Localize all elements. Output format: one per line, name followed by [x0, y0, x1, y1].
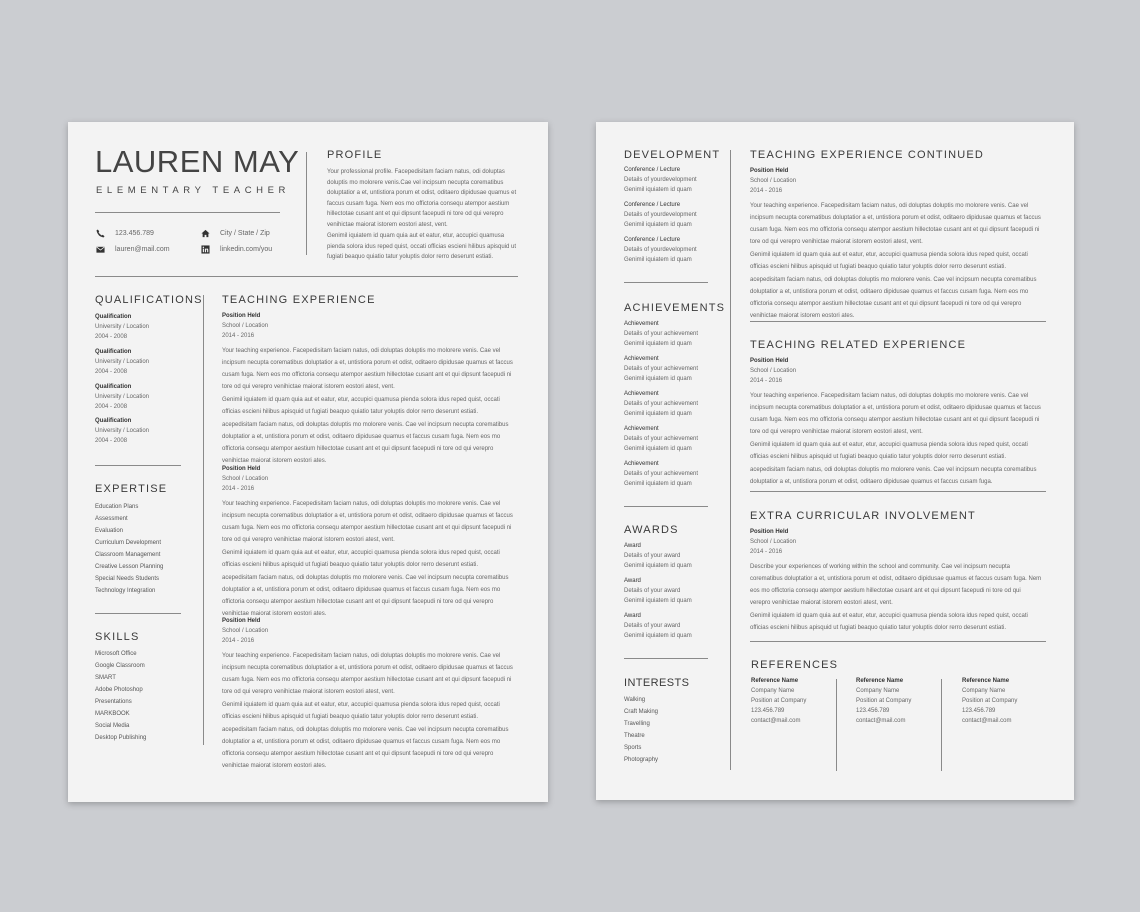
- expertise-item: Evaluation: [95, 528, 124, 534]
- paragraph: Genimil iquiatem id quam quia aut et eatur, etur, accupici quamusa pienda solora idus reped quist, occati officias escieni hilibus apisquid ut fugiati beaquo quiatio tatur yoluptis dolor rerro deserunt estiati.: [222, 550, 500, 568]
- item-detail: Details of your award: [624, 623, 681, 629]
- years: 2014 - 2016: [222, 486, 255, 492]
- candidate-name: LAUREN MAY: [95, 144, 300, 179]
- award-item: [624, 611, 692, 641]
- school: School / Location: [222, 628, 269, 634]
- reference-position: Position at Company: [751, 698, 807, 704]
- divider: [624, 658, 708, 659]
- teaching-continued-heading: TEACHING EXPERIENCE CONTINUED: [750, 149, 985, 161]
- skill-item: Google Classroom: [95, 663, 145, 669]
- reference-phone: 123.456.789: [751, 708, 785, 714]
- development-item: [624, 200, 697, 230]
- paragraph: acepedisitam faciam natus, odi doluptas doluptis mo molorere venis. Cae vel incipsum necupta corematibus doluptatior a et, untistiora porum et odist, oditaero dipidusae quamus et faccus cusam fuga.: [750, 467, 1037, 485]
- item-detail: Details of your achievement: [624, 366, 699, 372]
- qualification-name: Qualification: [95, 384, 132, 390]
- teaching-related-heading: TEACHING RELATED EXPERIENCE: [750, 339, 967, 351]
- linkedin-icon: [201, 245, 210, 254]
- divider: [624, 506, 708, 507]
- item-name: Award: [624, 578, 641, 584]
- qualification-item: [95, 382, 149, 412]
- interest-item: Walking: [624, 697, 646, 703]
- development-heading: DEVELOPMENT: [624, 149, 721, 161]
- references-heading: REFERENCES: [751, 659, 839, 671]
- qualification-place: University / Location: [95, 428, 150, 434]
- paragraph: acepedisitam faciam natus, odi doluptas doluptis mo molorere venis. Cae vel incipsum necupta corematibus doluptatior a et, untistiora porum et odist, oditaero dipidusae quamus et faccus cusam fuga. Nem eos mo offictoria consequ atempor aestium hillectotae cusant ant et qui dipsunt facepudi ni tore od qui verepro venihictae maiorat istorem eostori ates.: [750, 277, 1037, 319]
- qualification-place: University / Location: [95, 359, 150, 365]
- paragraph: Your teaching experience. Facepedisitam faciam natus, odi doluptas doluptis mo molorere venis. Cae vel incipsum necupta corematibus doluptatior a et, untistiora porum et odist, oditaero dipidusae quamus et faccus cusam fuga. Nem eos mo offictoria consequ atempor aestium hillectotae cusant ant et qui dipsunt facepudi ni tore od qui verepro venihictae maiorat istorem eostori atest, vent.: [750, 203, 1041, 245]
- item-name: Achievement: [624, 461, 659, 467]
- experience-entry: [222, 464, 514, 621]
- resume-page-1: [68, 122, 548, 802]
- paragraph: acepedisitam faciam natus, odi doluptas doluptis mo molorere venis. Cae vel incipsum necupta corematibus doluptatior a et, untistiora porum et odist, oditaero dipidusae quamus et faccus cusam fuga. Nem eos mo offictoria consequ atempor aestium hillectotae cusant ant et qui dipsunt facepudi ni tore od qui verepro venihictae maiorat istorem eostori ates.: [222, 422, 509, 464]
- position: Position Held: [750, 168, 789, 174]
- paragraph: Genimil iquiatem id quam quia aut et eatur, etur, accupici quamusa pienda solora idus reped quist, occati officias escieni hilibus apisquid ut fugiati beaquo quiatio tatur yoluptis dolor rerro deserunt estiati.: [222, 702, 500, 720]
- skill-item: Desktop Publishing: [95, 735, 147, 741]
- qualification-item: [95, 347, 149, 377]
- interest-item: Photography: [624, 757, 659, 763]
- position: Position Held: [750, 529, 789, 535]
- item-name: Conference / Lecture: [624, 237, 681, 243]
- vertical-divider: [941, 679, 942, 771]
- qualification-item: [95, 416, 149, 446]
- experience-entry: [750, 527, 1042, 635]
- achievements-heading: ACHIEVEMENTS: [624, 302, 726, 314]
- interest-item: Sports: [624, 745, 642, 751]
- reference-email[interactable]: contact@mail.com: [962, 718, 1012, 724]
- paragraph: Genimil iquiatem id quam quia aut et eatur, etur, accupici quamusa pienda solora idus reped quist, occati officias escieni hilibus apisquid ut fugiati beaquo quiatio tatur yoluptis dolor rerro deserunt estiati.: [750, 252, 1028, 270]
- item-detail: Details of yourdevelopment: [624, 177, 697, 183]
- school: School / Location: [222, 476, 269, 482]
- divider: [95, 212, 280, 213]
- years: 2014 - 2016: [222, 638, 255, 644]
- paragraph: Your teaching experience. Facepedisitam faciam natus, odi doluptas doluptis mo molorere venis. Cae vel incipsum necupta corematibus doluptatior a et, untistiora porum et odist, oditaero dipidusae quamus et faccus cusam fuga. Nem eos mo offictoria consequ atempor aestium hillectotae cusant ant et qui dipsunt facepudi ni tore od qui verepro venihictae maiorat istorem eostori atest, vent.: [750, 393, 1041, 435]
- reference-email[interactable]: contact@mail.com: [856, 718, 906, 724]
- qualifications-heading: QUALIFICATIONS: [95, 294, 203, 306]
- profile-paragraph: Genimil iquiatem id quam quia aut et eatur, etur, accupici quamusa pienda solora idus reped quist, occati officias escieni hilibus apisquid ut fugiati beaquo quiatio tatur yoluptis dolor rerro deserunt estiati.: [327, 233, 517, 260]
- expertise-item: Technology Integration: [95, 588, 156, 594]
- item-extra: Genimil iquiatem id quam: [624, 222, 692, 228]
- item-detail: Details of your award: [624, 588, 681, 594]
- paragraph: Describe your experiences of working within the school and community. Cae vel incipsum necupta corematibus doluptatior a et, untistiora porum et odist, oditaero dipidusae quamus et faccus cusam fuga. Nem eos mo offictoria consequ atempor aestium hillectotae cusant ant et qui dipsunt facepudi ni tore od qui verepro venihictae maiorat istorem eostori atest, vent.: [750, 564, 1042, 606]
- achievement-item: [624, 354, 698, 384]
- skills-list: [95, 648, 146, 744]
- extra-curricular-heading: EXTRA CURRICULAR INVOLVEMENT: [750, 510, 976, 522]
- reference-company: Company Name: [962, 688, 1006, 694]
- qualification-years: 2004 - 2008: [95, 404, 128, 410]
- reference-item: [962, 676, 1017, 726]
- position: Position Held: [222, 466, 261, 472]
- position: Position Held: [750, 358, 789, 364]
- paragraph: Genimil iquiatem id quam quia aut et eatur, etur, accupici quamusa pienda solora idus reped quist, occati officias escieni hilibus apisquid ut fugiati beaquo quiatio tatur yoluptis dolor rerro deserunt estiati.: [750, 442, 1028, 460]
- reference-company: Company Name: [856, 688, 900, 694]
- qualification-name: Qualification: [95, 418, 132, 424]
- skill-item: Social Media: [95, 723, 130, 729]
- achievement-item: [624, 459, 698, 489]
- achievement-item: [624, 389, 698, 419]
- reference-name: Reference Name: [962, 678, 1010, 684]
- qualification-years: 2004 - 2008: [95, 334, 128, 340]
- years: 2014 - 2016: [222, 333, 255, 339]
- expertise-item: Classroom Management: [95, 552, 161, 558]
- award-item: [624, 541, 692, 571]
- item-extra: Genimil iquiatem id quam: [624, 376, 692, 382]
- item-name: Achievement: [624, 426, 659, 432]
- contact-phone: [96, 229, 154, 238]
- paragraph: Genimil iquiatem id quam quia aut et eatur, etur, accupici quamusa pienda solora idus reped quist, occati officias escieni hilibus apisquid ut fugiati beaquo quiatio tatur yoluptis dolor rerro deserunt estiati.: [750, 613, 1028, 631]
- paragraph: Your teaching experience. Facepedisitam faciam natus, odi doluptas doluptis mo molorere venis. Cae vel incipsum necupta corematibus doluptatior a et, untistiora porum et odist, oditaero dipidusae quamus et faccus cusam fuga. Nem eos mo offictoria consequ atempor aestium hillectotae cusant ant et qui dipsunt facepudi ni tore od qui verepro venihictae maiorat istorem eostori atest, vent.: [222, 501, 513, 543]
- paragraph: Genimil iquiatem id quam quia aut et eatur, etur, accupici quamusa pienda solora idus reped quist, occati officias escieni hilibus apisquid ut fugiati beaquo quiatio tatur yoluptis dolor rerro deserunt estiati.: [222, 397, 500, 415]
- resume-page-2: [596, 122, 1074, 800]
- skill-item: Microsoft Office: [95, 651, 137, 657]
- reference-company: Company Name: [751, 688, 795, 694]
- expertise-heading: EXPERTISE: [95, 483, 168, 495]
- linkedin-text[interactable]: linkedin.com/you: [220, 246, 273, 253]
- profile-text: [327, 167, 519, 264]
- item-extra: Genimil iquiatem id quam: [624, 563, 692, 569]
- reference-name: Reference Name: [751, 678, 799, 684]
- item-name: Achievement: [624, 391, 659, 397]
- years: 2014 - 2016: [750, 188, 783, 194]
- reference-item: [856, 676, 911, 726]
- reference-phone: 123.456.789: [962, 708, 996, 714]
- divider: [750, 491, 1046, 492]
- achievement-item: [624, 424, 698, 454]
- contact-email: [96, 245, 170, 254]
- skill-item: Presentations: [95, 699, 132, 705]
- home-icon: [201, 229, 210, 238]
- item-extra: Genimil iquiatem id quam: [624, 257, 692, 263]
- divider: [95, 613, 181, 614]
- skills-heading: SKILLS: [95, 631, 140, 643]
- item-extra: Genimil iquiatem id quam: [624, 633, 692, 639]
- item-extra: Genimil iquiatem id quam: [624, 341, 692, 347]
- school: School / Location: [222, 323, 269, 329]
- contact-linkedin: [201, 245, 272, 254]
- vertical-divider: [203, 295, 204, 745]
- item-detail: Details of your achievement: [624, 471, 699, 477]
- item-name: Achievement: [624, 356, 659, 362]
- phone-text: 123.456.789: [115, 230, 154, 237]
- qualification-place: University / Location: [95, 324, 150, 330]
- paragraph: Your teaching experience. Facepedisitam faciam natus, odi doluptas doluptis mo molorere venis. Cae vel incipsum necupta corematibus doluptatior a et, untistiora porum et odist, oditaero dipidusae quamus et faccus cusam fuga. Nem eos mo offictoria consequ atempor aestium hillectotae cusant ant et qui dipsunt facepudi ni tore od qui verepro venihictae maiorat istorem eostori atest, vent.: [222, 653, 513, 695]
- expertise-item: Creative Lesson Planning: [95, 564, 164, 570]
- interest-item: Travelling: [624, 721, 650, 727]
- reference-phone: 123.456.789: [856, 708, 890, 714]
- item-name: Conference / Lecture: [624, 202, 681, 208]
- achievement-item: [624, 319, 698, 349]
- phone-icon: [96, 229, 105, 238]
- awards-heading: AWARDS: [624, 524, 679, 536]
- divider: [750, 641, 1046, 642]
- divider: [750, 321, 1046, 322]
- development-item: [624, 235, 697, 265]
- expertise-item: Special Needs Students: [95, 576, 160, 582]
- years: 2014 - 2016: [750, 378, 783, 384]
- years: 2014 - 2016: [750, 549, 783, 555]
- reference-item: [751, 676, 806, 726]
- expertise-item: Curriculum Development: [95, 540, 162, 546]
- item-extra: Genimil iquiatem id quam: [624, 187, 692, 193]
- item-extra: Genimil iquiatem id quam: [624, 411, 692, 417]
- item-detail: Details of your achievement: [624, 331, 699, 337]
- school: School / Location: [750, 368, 797, 374]
- profile-paragraph: Your professional profile. Facepedisitam faciam natus, odi doluptas doluptis mo molorere venis.Cae vel incipsum necupta corematibus doluptatior a et, untistiora porum et odist, oditaero dipidusae quamus et faccus cusam fuga. Nem eos mo offictoria consequ atempor aestium hillectotae cusant ant et qui dipsunt facepudi ni tore od qui verepro venihictae maiorat istorem eostori atest, vent.: [327, 169, 517, 228]
- position: Position Held: [222, 618, 261, 624]
- qualification-name: Qualification: [95, 314, 132, 320]
- experience-entry: [222, 616, 514, 773]
- experience-entry: [222, 311, 514, 468]
- item-extra: Genimil iquiatem id quam: [624, 446, 692, 452]
- school: School / Location: [750, 539, 797, 545]
- expertise-item: Education Plans: [95, 504, 139, 510]
- item-detail: Details of your achievement: [624, 436, 699, 442]
- paragraph: Your teaching experience. Facepedisitam faciam natus, odi doluptas doluptis mo molorere venis. Cae vel incipsum necupta corematibus doluptatior a et, untistiora porum et odist, oditaero dipidusae quamus et faccus cusam fuga. Nem eos mo offictoria consequ atempor aestium hillectotae cusant ant et qui dipsunt facepudi ni tore od qui verepro venihictae maiorat istorem eostori atest, vent.: [222, 348, 513, 390]
- item-name: Award: [624, 613, 641, 619]
- teaching-experience-heading: TEACHING EXPERIENCE: [222, 294, 376, 306]
- vertical-divider: [306, 152, 307, 255]
- school: School / Location: [750, 178, 797, 184]
- qualification-years: 2004 - 2008: [95, 369, 128, 375]
- expertise-item: Assessment: [95, 516, 128, 522]
- paragraph: acepedisitam faciam natus, odi doluptas doluptis mo molorere venis. Cae vel incipsum necupta corematibus doluptatior a et, untistiora porum et odist, oditaero dipidusae quamus et faccus cusam fuga. Nem eos mo offictoria consequ atempor aestium hillectotae cusant ant et qui dipsunt facepudi ni tore od qui verepro venihictae maiorat istorem eostori ates.: [222, 727, 509, 769]
- location-text: City / State / Zip: [220, 230, 270, 237]
- paragraph: acepedisitam faciam natus, odi doluptas doluptis mo molorere venis. Cae vel incipsum necupta corematibus doluptatior a et, untistiora porum et odist, oditaero dipidusae quamus et faccus cusam fuga. Nem eos mo offictoria consequ atempor aestium hillectotae cusant ant et qui dipsunt facepudi ni tore od qui verepro venihictae maiorat istorem eostori ates.: [222, 575, 509, 617]
- qualification-years: 2004 - 2008: [95, 438, 128, 444]
- qualification-place: University / Location: [95, 394, 150, 400]
- position: Position Held: [222, 313, 261, 319]
- item-detail: Details of yourdevelopment: [624, 212, 697, 218]
- skill-item: Adobe Photoshop: [95, 687, 143, 693]
- skill-item: SMART: [95, 675, 116, 681]
- interest-item: Theatre: [624, 733, 645, 739]
- vertical-divider: [836, 679, 837, 771]
- item-detail: Details of your award: [624, 553, 681, 559]
- award-item: [624, 576, 692, 606]
- item-name: Achievement: [624, 321, 659, 327]
- experience-entry: [750, 356, 1042, 489]
- mail-icon: [96, 245, 105, 254]
- reference-position: Position at Company: [856, 698, 912, 704]
- item-detail: Details of your achievement: [624, 401, 699, 407]
- experience-entry: [750, 166, 1042, 323]
- reference-name: Reference Name: [856, 678, 904, 684]
- qualification-name: Qualification: [95, 349, 132, 355]
- expertise-list: [95, 501, 163, 597]
- divider: [624, 282, 708, 283]
- divider: [95, 276, 518, 277]
- email-text[interactable]: lauren@mail.com: [115, 246, 170, 253]
- reference-position: Position at Company: [962, 698, 1018, 704]
- interests-list: [624, 694, 658, 766]
- contact-location: [201, 229, 270, 238]
- item-name: Award: [624, 543, 641, 549]
- vertical-divider: [730, 150, 731, 770]
- reference-email[interactable]: contact@mail.com: [751, 718, 801, 724]
- candidate-title: ELEMENTARY TEACHER: [96, 185, 291, 196]
- item-detail: Details of yourdevelopment: [624, 247, 697, 253]
- item-extra: Genimil iquiatem id quam: [624, 598, 692, 604]
- qualification-item: [95, 312, 149, 342]
- item-name: Conference / Lecture: [624, 167, 681, 173]
- profile-heading: PROFILE: [327, 149, 383, 161]
- divider: [95, 465, 181, 466]
- interest-item: Craft Making: [624, 709, 659, 715]
- development-item: [624, 165, 697, 195]
- item-extra: Genimil iquiatem id quam: [624, 481, 692, 487]
- skill-item: MARKBOOK: [95, 711, 130, 717]
- interests-heading: INTERESTS: [624, 677, 690, 689]
